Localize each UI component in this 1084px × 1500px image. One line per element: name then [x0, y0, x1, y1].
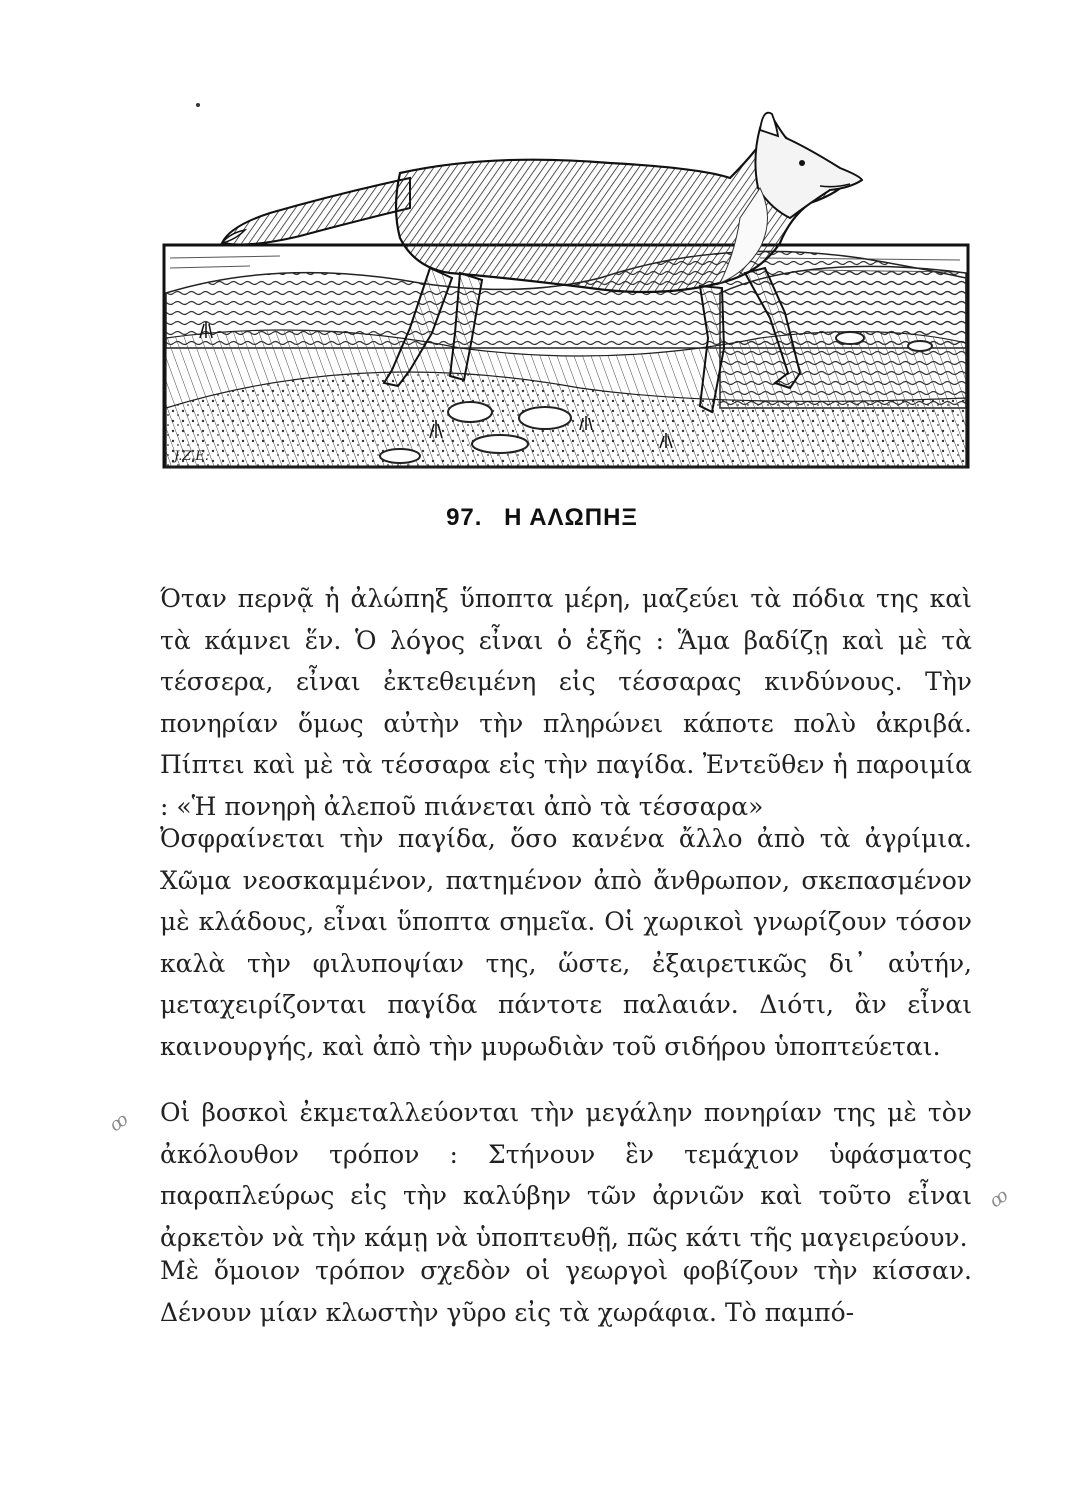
engraver-signature: J.Z.E.	[174, 449, 209, 464]
chapter-heading	[0, 504, 1084, 532]
chapter-title: Η ΑΛΩΠΗΞ	[504, 504, 638, 531]
fox-illustration	[160, 108, 972, 470]
fox-tail	[222, 178, 410, 244]
fox-eye	[799, 160, 805, 166]
handwritten-mark-left: ꝏ	[105, 1108, 133, 1137]
print-speck	[196, 103, 200, 107]
chapter-number: 97.	[446, 504, 483, 531]
paragraph-3: Οἱ βοσκοὶ ἐκμεταλλεύονται τὴν μεγάλην πονηρίαν της μὲ τὸν ἀκόλουθον τρόπον : Στήνουν ἓν τεμάχιον ὑφάσματος παραπλεύρως εἰς τὴν καλύβην τῶν ἀρνιῶν καὶ τοῦτο εἶναι ἀρκετὸν νὰ τὴν κάμῃ νὰ ὑποπτευθῇ, πῶς κάτι τῆς μαγειρεύουν.	[160, 1098, 972, 1252]
paragraph-1: Όταν περνᾷ ἡ ἀλώπηξ ὕποπτα μέρη, μαζεύει τὰ πόδια της καὶ τὰ κάμνει ἕν. Ὁ λόγος εἶναι ὁ ἑξῆς : Ἅμα βαδίζῃ καὶ μὲ τὰ τέσσερα, εἶναι ἐκτεθειμένη εἰς τέσσαρας κινδύνους. Τὴν πονηρίαν ὅμως αὐτὴν τὴν πληρώνει κάποτε πολὺ ἀκριβά. Πίπτει καὶ μὲ τὰ τέσσαρα εἰς τὴν παγίδα. Ἐντεῦθεν ἡ παροιμία : «Ἡ πονηρὴ ἀλεποῦ πιάνεται ἀπὸ τὰ τέσσαρα»	[160, 584, 972, 821]
handwritten-mark-right: ꝏ	[985, 1184, 1013, 1213]
paragraph-4: Μὲ ὅμοιον τρόπον σχεδὸν οἱ γεωργοὶ φοβίζουν τὴν κίσσαν. Δένουν μίαν κλωστὴν γῦρο εἰς τὰ χωράφια. Τὸ παμπό-	[160, 1256, 972, 1327]
paragraph-2: Ὀσφραίνεται τὴν παγίδα, ὅσο κανένα ἄλλο ἀπὸ τὰ ἀγρίμια. Χῶμα νεοσκαμμένον, πατημένον ἀπὸ ἄνθρωπον, σκεπασμένον μὲ κλάδους, εἶναι ὕποπτα σημεῖα. Οἱ χωρικοὶ γνωρίζουν τόσον καλὰ τὴν φιλυποψίαν της, ὥστε, ἐξαιρετικῶς δι᾽ αὐτήν, μεταχειρίζονται παγίδα πάντοτε παλαιάν. Διότι, ἂν εἶναι καινουργής, καὶ ἀπὸ τὴν μυρωδιὰν τοῦ σιδήρου ὑποπτεύεται.	[160, 824, 972, 1061]
